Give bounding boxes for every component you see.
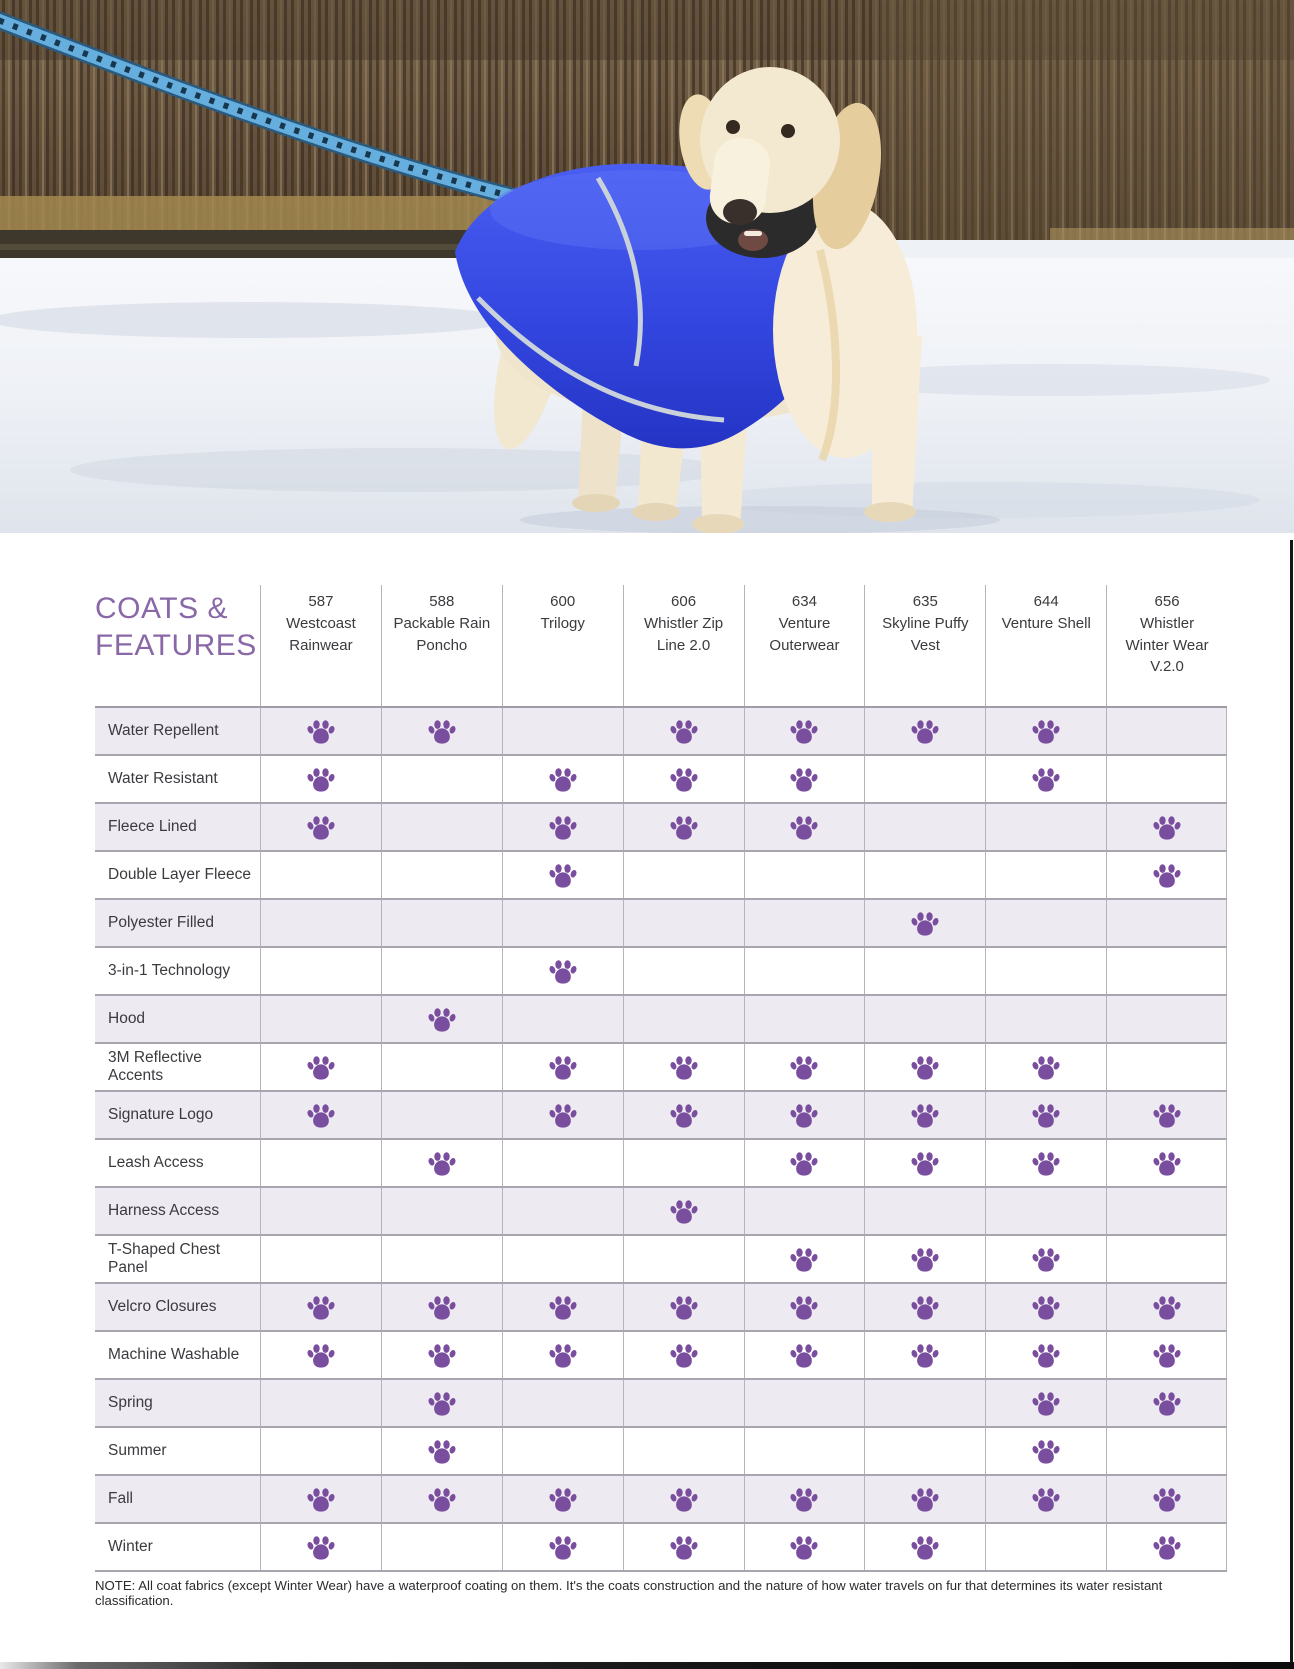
- feature-label: Leash Access: [108, 1154, 204, 1171]
- feature-cell-588: [381, 1380, 502, 1426]
- paw-icon: [1153, 1151, 1181, 1176]
- paw-icon: [549, 1487, 577, 1512]
- feature-cell-587: [260, 1524, 381, 1570]
- table-row: [95, 1188, 1227, 1236]
- feature-cell-635: [864, 756, 985, 802]
- feature-cell-634: [744, 1140, 865, 1186]
- feature-cell-644: [985, 1236, 1106, 1282]
- feature-cell-587: [260, 1476, 381, 1522]
- paw-icon: [670, 1535, 698, 1560]
- feature-cell-656: [1106, 756, 1227, 802]
- feature-cell-588: [381, 948, 502, 994]
- feature-cell-644: [985, 1332, 1106, 1378]
- feature-cell-635: [864, 1284, 985, 1330]
- feature-cell-587: [260, 804, 381, 850]
- feature-cell-635: [864, 1236, 985, 1282]
- feature-cell-644: [985, 1380, 1106, 1426]
- note-text: NOTE: All coat fabrics (except Winter Wear) have a waterproof coating on them. It's the coats construction and the nature of how water travels on fur that determines its water resistant classification.: [95, 1578, 1163, 1608]
- feature-cell-656: [1106, 948, 1227, 994]
- table-row: [95, 1380, 1227, 1428]
- paw-icon: [911, 1055, 939, 1080]
- feature-cell-588: [381, 1092, 502, 1138]
- product-number: 644: [1033, 593, 1059, 610]
- paw-icon: [549, 959, 577, 984]
- feature-cell-606: [623, 1188, 744, 1234]
- feature-cell-588: [381, 1476, 502, 1522]
- feature-cell-600: [502, 996, 623, 1042]
- feature-cell-606: [623, 948, 744, 994]
- feature-cell-606: [623, 1524, 744, 1570]
- feature-label: Double Layer Fleece: [108, 866, 252, 883]
- feature-cell-644: [985, 708, 1106, 754]
- paw-icon: [911, 1103, 939, 1128]
- feature-cell-588: [381, 1284, 502, 1330]
- paw-icon: [549, 1535, 577, 1560]
- feature-label: Machine Washable: [108, 1346, 240, 1363]
- paw-icon: [1153, 1487, 1181, 1512]
- feature-cell-600: [502, 1044, 623, 1090]
- feature-cell-635: [864, 1332, 985, 1378]
- feature-label: 3M Reflective Accents: [108, 1049, 202, 1084]
- column-header-606: [623, 585, 744, 706]
- dog-nose: [723, 199, 757, 225]
- feature-cell-634: [744, 996, 865, 1042]
- feature-cell-587: [260, 1332, 381, 1378]
- paw-icon: [670, 1295, 698, 1320]
- table-row: [95, 708, 1227, 756]
- table-row: [95, 1332, 1227, 1380]
- column-header-656: [1106, 585, 1227, 706]
- paw-icon: [911, 1295, 939, 1320]
- paw-icon: [307, 719, 335, 744]
- feature-cell-635: [864, 948, 985, 994]
- table-body: [95, 706, 1227, 1572]
- feature-cell-635: [864, 852, 985, 898]
- feature-cell-635: [864, 1428, 985, 1474]
- feature-cell-606: [623, 1044, 744, 1090]
- feature-label: Water Resistant: [108, 770, 218, 787]
- paw-icon: [1153, 1391, 1181, 1416]
- table-title-line1: COATS &: [95, 592, 228, 625]
- paw-icon: [790, 1103, 818, 1128]
- feature-cell-634: [744, 1476, 865, 1522]
- paw-icon: [428, 1151, 456, 1176]
- product-number: 587: [308, 593, 334, 610]
- paw-icon: [1032, 1439, 1060, 1464]
- feature-cell-656: [1106, 1236, 1227, 1282]
- paw-icon: [428, 1391, 456, 1416]
- paw-icon: [790, 1487, 818, 1512]
- paw-icon: [307, 1487, 335, 1512]
- table-row: [95, 1044, 1227, 1092]
- column-header-600: [502, 585, 623, 706]
- paw-icon: [428, 1295, 456, 1320]
- column-header-588: [381, 585, 502, 706]
- paw-icon: [549, 815, 577, 840]
- paw-icon: [307, 767, 335, 792]
- paw-icon: [670, 1199, 698, 1224]
- paw-icon: [1153, 1343, 1181, 1368]
- paw-icon: [670, 815, 698, 840]
- product-name: Venture Outerwear: [769, 614, 840, 654]
- feature-cell-600: [502, 1188, 623, 1234]
- paw-icon: [790, 1151, 818, 1176]
- feature-cell-644: [985, 900, 1106, 946]
- feature-cell-588: [381, 1428, 502, 1474]
- feature-cell-644: [985, 1140, 1106, 1186]
- page-bottom-edge: [0, 1662, 1294, 1669]
- feature-cell-635: [864, 1524, 985, 1570]
- feature-cell-600: [502, 1524, 623, 1570]
- product-name: Skyline Puffy Vest: [882, 614, 969, 654]
- dog-eye-right: [781, 124, 795, 138]
- paw-icon: [428, 1487, 456, 1512]
- product-number: 600: [550, 593, 576, 610]
- coats-features-table: [95, 585, 1227, 1572]
- feature-cell-587: [260, 756, 381, 802]
- feature-cell-587: [260, 1044, 381, 1090]
- feature-cell-588: [381, 756, 502, 802]
- feature-cell-634: [744, 1284, 865, 1330]
- feature-label: Polyester Filled: [108, 914, 214, 931]
- paw-icon: [670, 719, 698, 744]
- feature-cell-634: [744, 1428, 865, 1474]
- feature-cell-600: [502, 1236, 623, 1282]
- feature-cell-644: [985, 756, 1106, 802]
- product-name: Venture Shell: [1001, 614, 1091, 632]
- paw-icon: [1153, 1535, 1181, 1560]
- paw-icon: [790, 815, 818, 840]
- product-number: 634: [791, 593, 817, 610]
- paw-icon: [428, 1007, 456, 1032]
- feature-label: Fleece Lined: [108, 818, 197, 835]
- feature-cell-644: [985, 1428, 1106, 1474]
- feature-cell-606: [623, 804, 744, 850]
- feature-cell-600: [502, 1284, 623, 1330]
- paw-icon: [670, 1487, 698, 1512]
- paw-icon: [911, 1535, 939, 1560]
- table-row: [95, 1092, 1227, 1140]
- product-name: Packable Rain Poncho: [393, 614, 491, 654]
- feature-label: T-Shaped Chest Panel: [108, 1241, 221, 1276]
- paw-icon: [1153, 815, 1181, 840]
- feature-cell-634: [744, 852, 865, 898]
- paw-icon: [1153, 863, 1181, 888]
- feature-cell-635: [864, 900, 985, 946]
- feature-cell-587: [260, 852, 381, 898]
- page-right-edge: [1290, 540, 1293, 1662]
- paw-icon: [1153, 1295, 1181, 1320]
- paw-icon: [549, 1103, 577, 1128]
- table-title: [95, 585, 260, 706]
- column-header-587: [260, 585, 381, 706]
- feature-cell-600: [502, 1380, 623, 1426]
- paw-icon: [549, 1055, 577, 1080]
- table-row: [95, 804, 1227, 852]
- feature-cell-656: [1106, 1332, 1227, 1378]
- feature-cell-588: [381, 1188, 502, 1234]
- paw-icon: [790, 1535, 818, 1560]
- product-name: Whistler Zip Line 2.0: [643, 614, 724, 654]
- table-row: [95, 1428, 1227, 1476]
- paw-icon: [1032, 1343, 1060, 1368]
- feature-cell-635: [864, 1140, 985, 1186]
- paw-icon: [670, 1343, 698, 1368]
- feature-cell-587: [260, 1284, 381, 1330]
- feature-cell-656: [1106, 1044, 1227, 1090]
- feature-cell-600: [502, 708, 623, 754]
- feature-cell-588: [381, 708, 502, 754]
- feature-cell-588: [381, 1524, 502, 1570]
- feature-cell-634: [744, 708, 865, 754]
- feature-cell-634: [744, 1524, 865, 1570]
- feature-cell-588: [381, 900, 502, 946]
- winter-scene-illustration: [0, 0, 1294, 533]
- feature-cell-587: [260, 1428, 381, 1474]
- feature-cell-587: [260, 1092, 381, 1138]
- feature-cell-606: [623, 708, 744, 754]
- feature-cell-600: [502, 852, 623, 898]
- paw-icon: [911, 1343, 939, 1368]
- feature-cell-587: [260, 948, 381, 994]
- table-row: [95, 1476, 1227, 1524]
- feature-cell-635: [864, 1092, 985, 1138]
- paw-icon: [911, 1487, 939, 1512]
- feature-cell-587: [260, 996, 381, 1042]
- paw-icon: [1153, 1103, 1181, 1128]
- feature-cell-600: [502, 1428, 623, 1474]
- table-row: [95, 900, 1227, 948]
- feature-cell-635: [864, 1188, 985, 1234]
- feature-cell-606: [623, 996, 744, 1042]
- feature-cell-634: [744, 756, 865, 802]
- paw-icon: [1032, 719, 1060, 744]
- feature-cell-656: [1106, 996, 1227, 1042]
- feature-cell-644: [985, 996, 1106, 1042]
- product-number: 635: [912, 593, 938, 610]
- feature-cell-600: [502, 900, 623, 946]
- feature-cell-606: [623, 900, 744, 946]
- feature-cell-606: [623, 852, 744, 898]
- feature-cell-656: [1106, 804, 1227, 850]
- feature-cell-634: [744, 1236, 865, 1282]
- column-header-634: [744, 585, 865, 706]
- feature-cell-587: [260, 1140, 381, 1186]
- feature-cell-588: [381, 1236, 502, 1282]
- product-number: 656: [1154, 593, 1180, 610]
- feature-cell-634: [744, 804, 865, 850]
- paw-icon: [790, 767, 818, 792]
- feature-cell-588: [381, 852, 502, 898]
- table-header: [95, 585, 1227, 706]
- feature-cell-635: [864, 708, 985, 754]
- feature-cell-588: [381, 1044, 502, 1090]
- feature-cell-635: [864, 1476, 985, 1522]
- feature-cell-600: [502, 1140, 623, 1186]
- feature-cell-606: [623, 756, 744, 802]
- feature-cell-656: [1106, 1380, 1227, 1426]
- paw-icon: [911, 1151, 939, 1176]
- paw-icon: [428, 1343, 456, 1368]
- feature-cell-606: [623, 1332, 744, 1378]
- table-row: [95, 756, 1227, 804]
- feature-cell-600: [502, 1476, 623, 1522]
- paw-icon: [549, 767, 577, 792]
- paw-icon: [307, 1103, 335, 1128]
- paw-icon: [428, 719, 456, 744]
- paw-icon: [911, 719, 939, 744]
- feature-label: Fall: [108, 1490, 133, 1507]
- table-row: [95, 1140, 1227, 1188]
- paw-icon: [1032, 1247, 1060, 1272]
- feature-cell-606: [623, 1284, 744, 1330]
- paw-icon: [1032, 1151, 1060, 1176]
- paw-icon: [1032, 1487, 1060, 1512]
- feature-cell-634: [744, 1332, 865, 1378]
- feature-cell-656: [1106, 708, 1227, 754]
- product-number: 606: [671, 593, 697, 610]
- paw-icon: [1032, 1055, 1060, 1080]
- feature-cell-588: [381, 1140, 502, 1186]
- column-header-644: [985, 585, 1106, 706]
- feature-cell-587: [260, 1188, 381, 1234]
- feature-cell-635: [864, 804, 985, 850]
- table-title-line2: FEATURES: [95, 628, 257, 662]
- feature-cell-634: [744, 1044, 865, 1090]
- table-row: [95, 996, 1227, 1044]
- paw-icon: [670, 767, 698, 792]
- paw-icon: [307, 1055, 335, 1080]
- feature-cell-634: [744, 1188, 865, 1234]
- paw-icon: [1032, 1295, 1060, 1320]
- feature-cell-600: [502, 1332, 623, 1378]
- feature-cell-587: [260, 708, 381, 754]
- paw-icon: [790, 719, 818, 744]
- feature-cell-656: [1106, 1428, 1227, 1474]
- table-row: [95, 852, 1227, 900]
- feature-cell-644: [985, 1284, 1106, 1330]
- feature-cell-634: [744, 1092, 865, 1138]
- feature-cell-588: [381, 1332, 502, 1378]
- feature-cell-644: [985, 1044, 1106, 1090]
- feature-cell-656: [1106, 1140, 1227, 1186]
- feature-cell-600: [502, 948, 623, 994]
- paw-icon: [1032, 767, 1060, 792]
- feature-cell-656: [1106, 1188, 1227, 1234]
- feature-cell-588: [381, 804, 502, 850]
- feature-cell-588: [381, 996, 502, 1042]
- feature-cell-644: [985, 1188, 1106, 1234]
- product-name: Trilogy: [540, 614, 585, 632]
- feature-cell-606: [623, 1092, 744, 1138]
- feature-cell-600: [502, 804, 623, 850]
- feature-cell-644: [985, 1092, 1106, 1138]
- feature-cell-634: [744, 900, 865, 946]
- feature-cell-606: [623, 1428, 744, 1474]
- feature-cell-587: [260, 1236, 381, 1282]
- feature-cell-644: [985, 1476, 1106, 1522]
- feature-label: 3-in-1 Technology: [108, 962, 231, 979]
- feature-label: Winter: [108, 1538, 153, 1555]
- paw-icon: [549, 863, 577, 888]
- feature-cell-635: [864, 1380, 985, 1426]
- feature-label: Summer: [108, 1442, 167, 1459]
- feature-cell-644: [985, 1524, 1106, 1570]
- paw-icon: [790, 1247, 818, 1272]
- feature-label: Spring: [108, 1394, 153, 1411]
- dog-eye-left: [726, 120, 740, 134]
- paw-icon: [670, 1055, 698, 1080]
- paw-icon: [549, 1343, 577, 1368]
- feature-label: Hood: [108, 1010, 146, 1027]
- paw-icon: [1032, 1103, 1060, 1128]
- feature-cell-587: [260, 900, 381, 946]
- feature-cell-606: [623, 1476, 744, 1522]
- feature-cell-606: [623, 1380, 744, 1426]
- paw-icon: [911, 911, 939, 936]
- paw-icon: [790, 1343, 818, 1368]
- feature-cell-656: [1106, 1284, 1227, 1330]
- feature-cell-606: [623, 1236, 744, 1282]
- feature-cell-635: [864, 1044, 985, 1090]
- paw-icon: [549, 1295, 577, 1320]
- feature-cell-600: [502, 1092, 623, 1138]
- paw-icon: [307, 1535, 335, 1560]
- table-row: [95, 1524, 1227, 1572]
- feature-cell-656: [1106, 1524, 1227, 1570]
- paw-icon: [307, 1295, 335, 1320]
- feature-cell-644: [985, 948, 1106, 994]
- feature-cell-635: [864, 996, 985, 1042]
- product-name: Westcoast Rainwear: [286, 614, 356, 654]
- paw-icon: [428, 1439, 456, 1464]
- table-row: [95, 1236, 1227, 1284]
- feature-cell-656: [1106, 852, 1227, 898]
- feature-cell-606: [623, 1140, 744, 1186]
- feature-cell-600: [502, 756, 623, 802]
- product-name: Whistler Winter Wear V.2.0: [1125, 614, 1209, 676]
- feature-label: Harness Access: [108, 1202, 220, 1219]
- feature-cell-634: [744, 1380, 865, 1426]
- feature-cell-634: [744, 948, 865, 994]
- feature-label: Velcro Closures: [108, 1298, 217, 1315]
- paw-icon: [1032, 1391, 1060, 1416]
- feature-label: Signature Logo: [108, 1106, 214, 1123]
- paw-icon: [790, 1295, 818, 1320]
- feature-cell-587: [260, 1380, 381, 1426]
- feature-cell-644: [985, 804, 1106, 850]
- feature-cell-644: [985, 852, 1106, 898]
- table-row: [95, 948, 1227, 996]
- table-row: [95, 1284, 1227, 1332]
- column-header-635: [864, 585, 985, 706]
- paw-icon: [911, 1247, 939, 1272]
- feature-cell-656: [1106, 1092, 1227, 1138]
- paw-icon: [307, 1343, 335, 1368]
- feature-cell-656: [1106, 900, 1227, 946]
- product-number: 588: [429, 593, 455, 610]
- hero-photo: [0, 0, 1294, 533]
- paw-icon: [307, 815, 335, 840]
- paw-icon: [670, 1103, 698, 1128]
- feature-label: Water Repellent: [108, 722, 219, 739]
- feature-cell-656: [1106, 1476, 1227, 1522]
- paw-icon: [790, 1055, 818, 1080]
